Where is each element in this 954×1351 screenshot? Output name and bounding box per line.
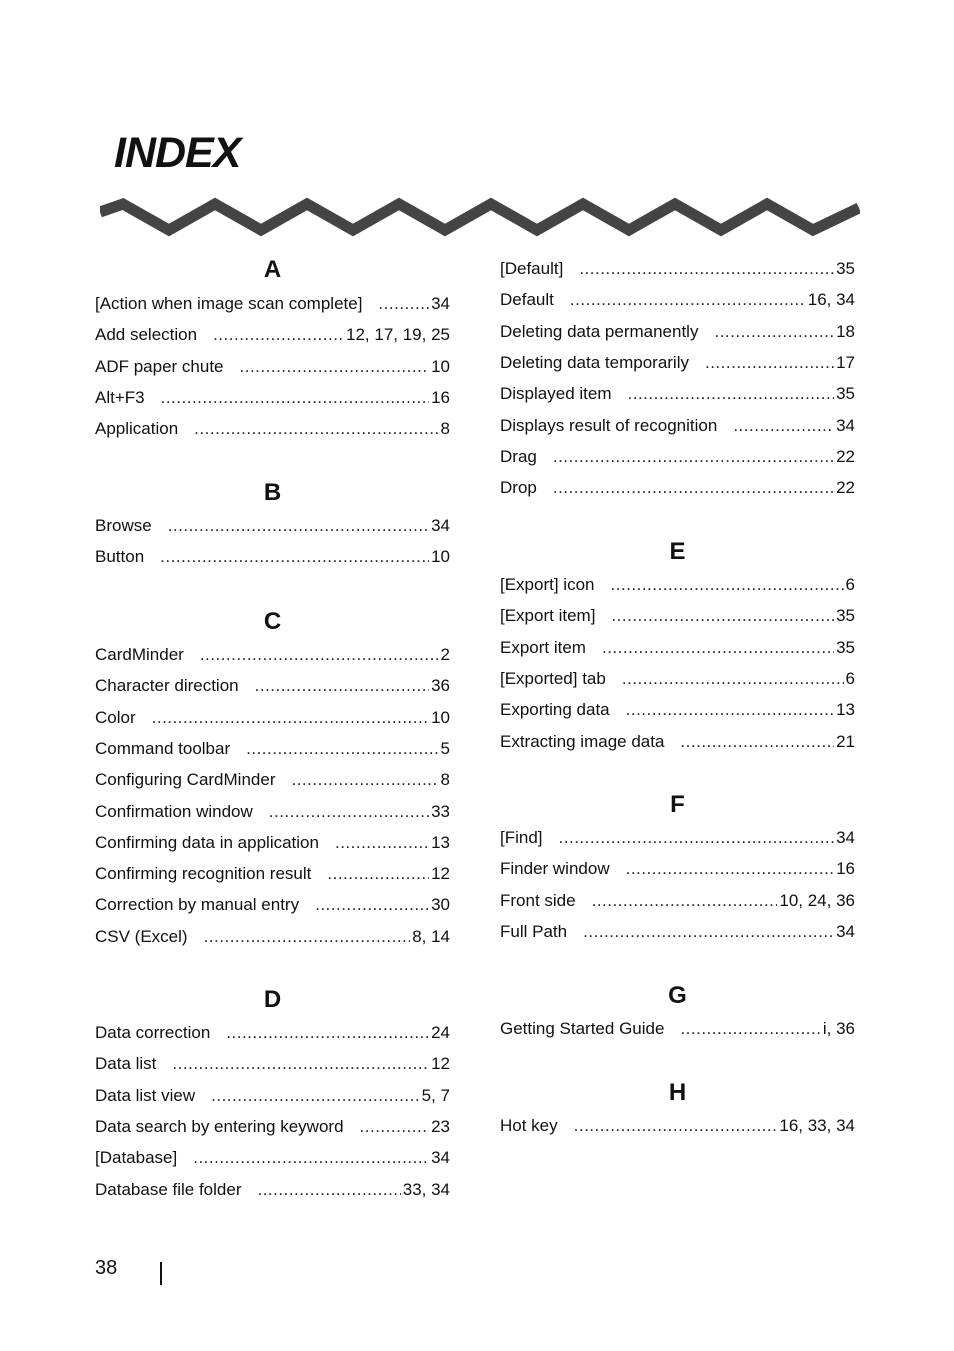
dot-leader	[559, 827, 835, 849]
dot-leader	[622, 668, 844, 690]
dot-leader	[574, 1115, 778, 1137]
dot-leader	[213, 324, 344, 346]
index-term: Getting Started Guide	[500, 1019, 665, 1038]
index-term: Data correction	[95, 1023, 211, 1042]
index-page-refs: 8, 14	[412, 926, 450, 946]
index-entry	[500, 415, 855, 437]
index-term: Application	[95, 419, 179, 439]
index-entry	[95, 1116, 450, 1138]
index-entry	[500, 289, 855, 311]
dot-leader	[257, 1179, 400, 1201]
dot-leader	[378, 293, 429, 315]
index-term: [Exported] tab	[500, 668, 606, 688]
index-entry	[95, 738, 450, 760]
index-page-refs: 10	[431, 356, 450, 376]
index-page-refs: 6	[845, 575, 855, 594]
dot-leader	[327, 863, 429, 885]
dot-leader	[161, 387, 429, 409]
dot-leader	[315, 894, 429, 916]
index-page-refs: 35	[836, 384, 855, 404]
index-term: Command toolbar	[95, 738, 231, 758]
index-term: Color	[95, 707, 136, 727]
index-term: Configuring CardMinder	[95, 770, 276, 790]
section-letter-d: D	[263, 986, 282, 1013]
index-term: Displays result of recognition	[500, 415, 718, 435]
index-page-refs: 10, 24, 36	[779, 890, 855, 910]
index-entry	[500, 1115, 855, 1137]
dot-leader	[291, 769, 438, 791]
index-page-refs: 34	[836, 828, 855, 847]
index-page-refs: 17	[836, 352, 855, 372]
section-letter-c: C	[263, 608, 282, 635]
index-term: Export item	[500, 637, 586, 657]
index-page-refs: 34	[431, 294, 450, 313]
dot-leader	[570, 289, 806, 311]
dot-leader	[200, 644, 439, 666]
index-term: Full Path	[500, 921, 568, 941]
index-term: Data list view	[95, 1085, 196, 1105]
index-term: Extracting image data	[500, 731, 665, 751]
zigzag-divider	[100, 196, 860, 242]
index-page-refs: 12, 17, 19, 25	[346, 325, 450, 345]
index-entry	[500, 1018, 855, 1040]
index-entry	[95, 675, 450, 697]
index-term: Confirming recognition result	[95, 864, 312, 884]
index-term: Deleting data permanently	[500, 321, 699, 341]
section-letter-e: E	[669, 538, 686, 565]
index-term: Data search by entering keyword	[95, 1116, 344, 1136]
index-page-refs: 22	[836, 478, 855, 498]
index-entry	[95, 387, 450, 409]
dot-leader	[360, 1116, 430, 1138]
index-page-refs: 10	[431, 547, 450, 567]
index-term: Alt+F3	[95, 387, 145, 407]
dot-leader	[168, 515, 429, 537]
index-term: Finder window	[500, 859, 610, 879]
index-page-refs: 34	[836, 921, 855, 941]
index-term: Displayed item	[500, 384, 612, 404]
dot-leader	[611, 574, 844, 596]
index-term: [Default]	[500, 259, 564, 278]
dot-leader	[579, 258, 834, 280]
index-term: Confirming data in application	[95, 832, 319, 852]
index-page-refs: 24	[431, 1023, 450, 1042]
dot-leader	[602, 637, 834, 659]
dot-leader	[204, 926, 411, 948]
dot-leader	[553, 477, 834, 499]
index-page-refs: 5	[440, 738, 450, 758]
index-entry	[500, 921, 855, 943]
index-entry	[95, 515, 450, 537]
dot-leader	[226, 1022, 429, 1044]
index-entry	[95, 1022, 450, 1044]
index-page-refs: 10	[431, 707, 450, 727]
index-entry	[95, 926, 450, 948]
index-term: Front side	[500, 890, 576, 910]
dot-leader	[714, 321, 834, 343]
index-page-refs: 21	[836, 731, 855, 751]
index-page-refs: 35	[836, 637, 855, 657]
index-entry	[500, 477, 855, 499]
index-entry	[95, 546, 450, 568]
index-term: Exporting data	[500, 700, 610, 720]
dot-leader	[211, 1085, 420, 1107]
dot-leader	[626, 699, 834, 721]
index-term: Add selection	[95, 325, 198, 345]
index-term: [Action when image scan complete]	[95, 294, 363, 313]
dot-leader	[160, 546, 429, 568]
index-entry	[500, 352, 855, 374]
dot-leader	[335, 832, 429, 854]
index-term: [Database]	[95, 1148, 178, 1168]
dot-leader	[553, 446, 834, 468]
index-page-refs: 23	[431, 1116, 450, 1136]
index-term: Deleting data temporarily	[500, 352, 689, 372]
index-page-refs: 18	[836, 321, 855, 341]
index-term: ADF paper chute	[95, 356, 224, 376]
index-term: Default	[500, 290, 554, 310]
dot-leader	[172, 1053, 429, 1075]
index-page-refs: 34	[836, 415, 855, 435]
index-entry	[500, 699, 855, 721]
index-entry	[95, 832, 450, 854]
section-letter-h: H	[668, 1079, 687, 1106]
index-term: Drag	[500, 446, 537, 466]
dot-leader	[680, 731, 834, 753]
dot-leader	[193, 1147, 429, 1169]
index-page-refs: 16	[836, 859, 855, 879]
index-entry	[95, 769, 450, 791]
index-entry	[95, 801, 450, 823]
dot-leader	[611, 605, 834, 627]
dot-leader	[269, 801, 429, 823]
index-entry	[500, 858, 855, 880]
index-entry	[500, 321, 855, 343]
index-page-refs: 16	[431, 387, 450, 407]
section-letter-b: B	[263, 479, 282, 506]
dot-leader	[246, 738, 438, 760]
index-page-refs: 35	[836, 259, 855, 278]
index-page-refs: 30	[431, 895, 450, 915]
index-entry	[500, 637, 855, 659]
index-page-refs: 33	[431, 801, 450, 821]
index-entry	[95, 644, 450, 666]
index-entry	[500, 258, 855, 280]
index-entry	[95, 894, 450, 916]
index-term: Data list	[95, 1054, 157, 1074]
index-entry	[500, 383, 855, 405]
dot-leader	[255, 675, 429, 697]
index-entry	[95, 293, 450, 315]
index-term: Confirmation window	[95, 801, 253, 821]
index-term: CSV (Excel)	[95, 926, 188, 946]
index-entry	[500, 446, 855, 468]
section-letter-g: G	[668, 982, 687, 1009]
index-page-refs: 5, 7	[421, 1085, 450, 1105]
dot-leader	[152, 707, 429, 729]
dot-leader	[626, 858, 834, 880]
index-page-refs: 34	[431, 516, 450, 535]
index-page-refs: 35	[836, 606, 855, 626]
index-entry	[500, 731, 855, 753]
dot-leader	[194, 418, 438, 440]
index-term: Database file folder	[95, 1179, 242, 1199]
index-entry	[95, 863, 450, 885]
dot-leader	[628, 383, 835, 405]
index-entry	[95, 1147, 450, 1169]
index-entry	[95, 1085, 450, 1107]
section-letter-a: A	[263, 256, 282, 283]
index-page-refs: 16, 33, 34	[779, 1116, 855, 1135]
footer-divider	[160, 1262, 162, 1285]
index-term: Correction by manual entry	[95, 895, 300, 915]
index-page-refs: 2	[440, 645, 450, 664]
index-page-refs: 13	[431, 832, 450, 852]
index-term: [Export item]	[500, 606, 596, 626]
index-entry	[95, 707, 450, 729]
index-term: [Export] icon	[500, 575, 595, 594]
index-page-refs: 34	[431, 1148, 450, 1168]
index-term: CardMinder	[95, 645, 184, 664]
dot-leader	[583, 921, 834, 943]
index-page-refs: 6	[845, 668, 855, 688]
index-page-refs: 8	[440, 770, 450, 790]
index-entry	[500, 574, 855, 596]
index-term: Hot key	[500, 1116, 558, 1135]
index-page-refs: 8	[440, 419, 450, 439]
page-number: 38	[95, 1257, 118, 1279]
index-page-refs: 33, 34	[402, 1179, 450, 1199]
dot-leader	[592, 890, 778, 912]
index-page-refs: 16, 34	[807, 290, 855, 310]
index-term: Browse	[95, 516, 152, 535]
index-page-refs: 22	[836, 446, 855, 466]
index-entry	[95, 418, 450, 440]
index-entry	[500, 890, 855, 912]
index-entry	[500, 668, 855, 690]
index-entry	[95, 1053, 450, 1075]
index-page-refs: i, 36	[822, 1019, 855, 1038]
index-term: Character direction	[95, 676, 239, 696]
index-page-refs: 12	[431, 1054, 450, 1074]
index-term: Button	[95, 547, 145, 567]
dot-leader	[680, 1018, 820, 1040]
dot-leader	[240, 356, 430, 378]
section-letter-f: F	[670, 791, 685, 818]
index-entry	[500, 827, 855, 849]
index-page-refs: 12	[431, 864, 450, 884]
index-page-refs: 36	[431, 676, 450, 696]
index-page-refs: 13	[836, 700, 855, 720]
dot-leader	[705, 352, 834, 374]
page-title: INDEX	[114, 129, 241, 177]
index-entry	[500, 605, 855, 627]
dot-leader	[733, 415, 834, 437]
index-entry	[95, 324, 450, 346]
index-entry	[95, 356, 450, 378]
index-entry	[95, 1179, 450, 1201]
index-term: Drop	[500, 478, 537, 498]
index-term: [Find]	[500, 828, 543, 847]
